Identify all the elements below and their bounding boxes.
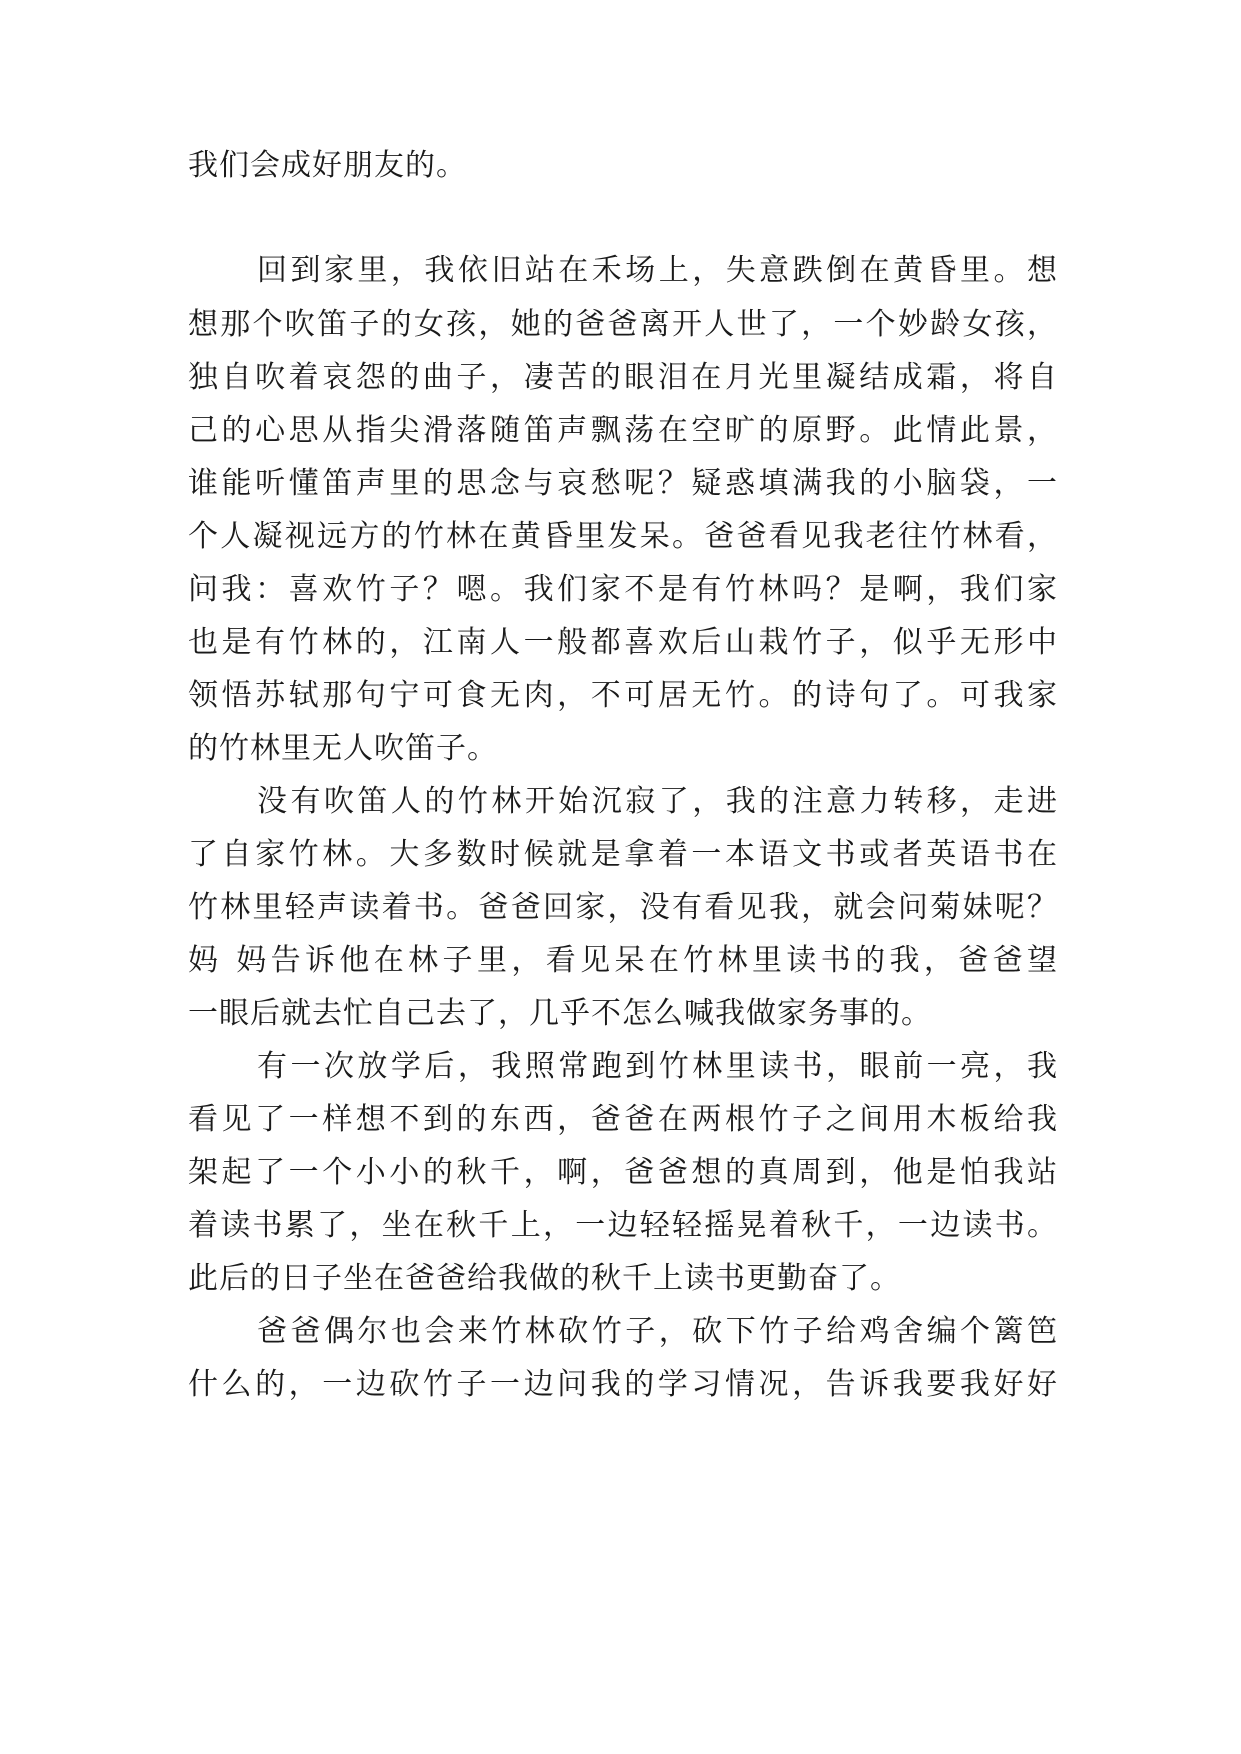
paragraph-first-line: 有一次放学后，我照常跑到竹林里读书，眼前一亮，我 [257,1049,1058,1084]
text-line: 妈 妈告诉他在林子里，看见呆在竹林里读书的我，爸爸望 [188,943,1058,978]
text-line: 也是有竹林的，江南人一般都喜欢后山栽竹子，似乎无形中 [188,625,1058,660]
text-line: 看见了一样想不到的东西，爸爸在两根竹子之间用木板给我 [188,1102,1058,1137]
text-line: 竹林里轻声读着书。爸爸回家，没有看见我，就会问菊妹呢？ [188,890,1058,925]
text-line: 一眼后就去忙自己去了，几乎不怎么喊我做家务事的。 [188,996,932,1031]
text-line: 己的心思从指尖滑落随笛声飘荡在空旷的原野。此情此景， [188,413,1058,448]
paragraph-first-line: 没有吹笛人的竹林开始沉寂了，我的注意力转移，走进 [257,784,1058,819]
text-line: 个人凝视远方的竹林在黄昏里发呆。爸爸看见我老往竹林看， [188,519,1058,554]
text-line: 着读书累了，坐在秋千上，一边轻轻摇晃着秋千，一边读书。 [188,1208,1058,1243]
text-line: 独自吹着哀怨的曲子，凄苦的眼泪在月光里凝结成霜，将自 [188,360,1058,395]
text-line: 想那个吹笛子的女孩，她的爸爸离开人世了，一个妙龄女孩， [188,307,1058,342]
paragraph-first-line: 爸爸偶尔也会来竹林砍竹子，砍下竹子给鸡舍编个篱笆 [257,1314,1058,1349]
text-line: 谁能听懂笛声里的思念与哀愁呢？疑惑填满我的小脑袋，一 [188,466,1058,501]
text-line: 我们会成好朋友的。 [188,148,467,183]
text-line: 领悟苏轼那句宁可食无肉，不可居无竹。的诗句了。可我家 [188,678,1058,713]
text-line: 了自家竹林。大多数时候就是拿着一本语文书或者英语书在 [188,837,1058,872]
text-line: 的竹林里无人吹笛子。 [188,731,498,766]
text-line: 此后的日子坐在爸爸给我做的秋千上读书更勤奋了。 [188,1261,901,1296]
text-line: 什么的，一边砍竹子一边问我的学习情况，告诉我要我好好 [188,1367,1058,1402]
paragraph-first-line: 回到家里，我依旧站在禾场上，失意跌倒在黄昏里。想 [257,253,1058,288]
text-line: 问我：喜欢竹子？嗯。我们家不是有竹林吗？是啊，我们家 [188,572,1058,607]
text-line: 架起了一个小小的秋千，啊，爸爸想的真周到，他是怕我站 [188,1155,1058,1190]
